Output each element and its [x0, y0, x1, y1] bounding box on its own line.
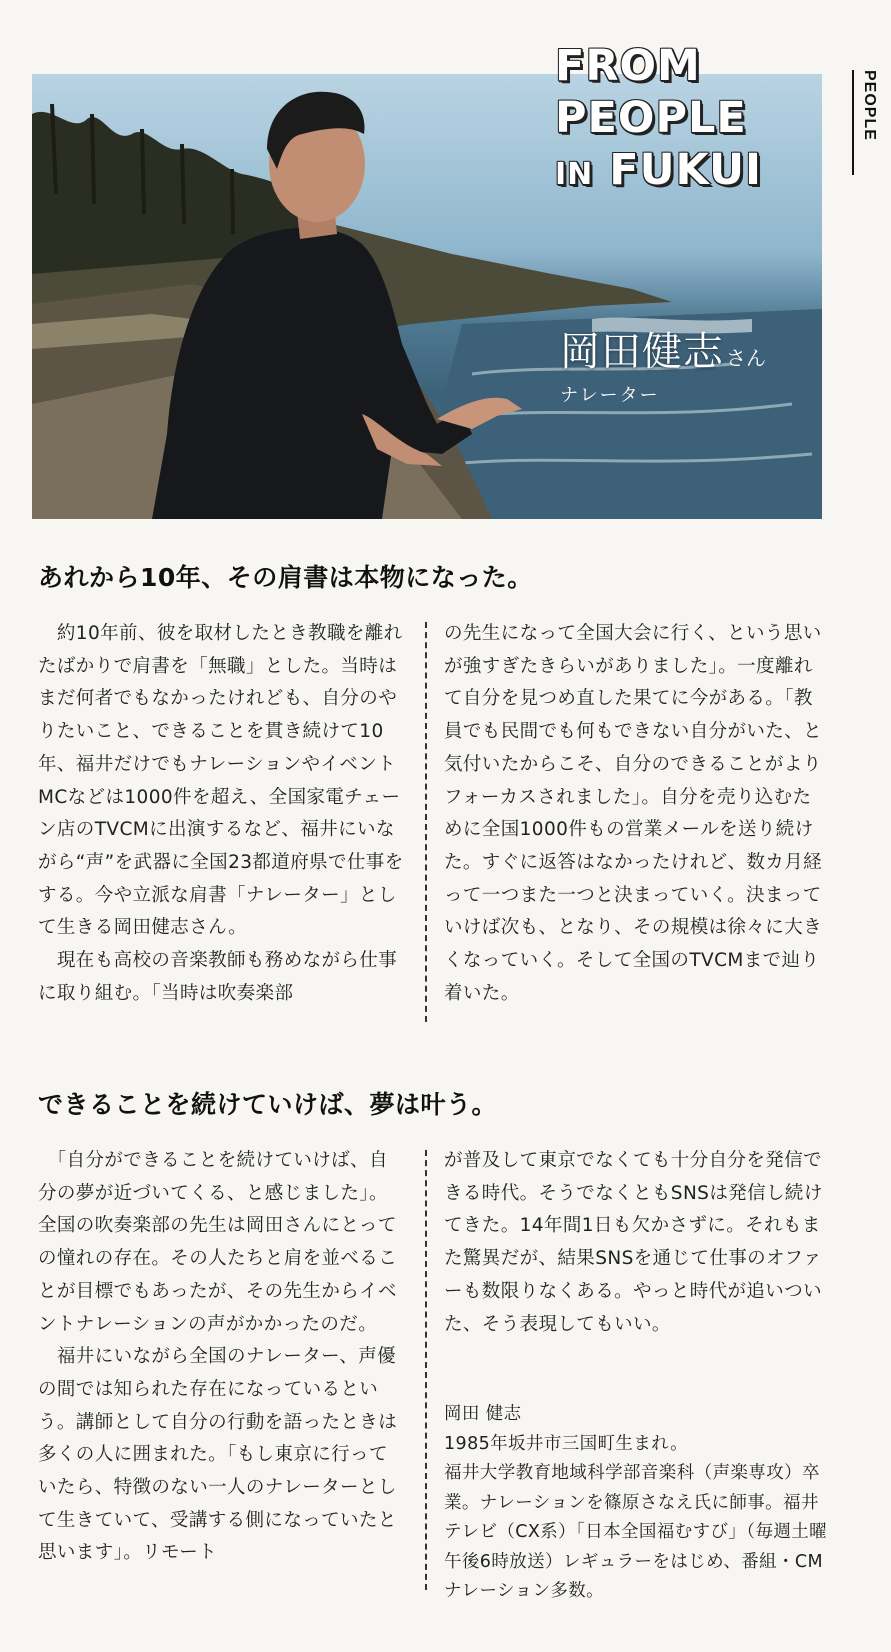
feature-title-line3: [555, 144, 815, 201]
section2-right-column: [444, 1145, 824, 1377]
section1-right-paragraph-1: の先生になって全国大会に行く、という思いが強すぎたきらいがありました」。一度離れて自分を見つめ直した果てに今がある。「教員でも民間でも何もできない自分がいた、と気付いたからこそ、自分のできることがよりフォーカスされました」。自分を売り込むために全国1000件もの営業メールを送り続けた。すぐに返答はなかったけれど、数カ月経って一つまた一つと決まっていく。決まっていけば次も、となり、その規模は徐々に大きくなっていく。そして全国のTVCMまで辿り着いた。: [444, 623, 823, 1004]
headline-2: できることを続けていけば、夢は叶う。: [38, 1090, 498, 1119]
headline-1: あれから10年、その肩書は本物になった。: [38, 563, 533, 592]
profile-bio: [444, 1400, 829, 1610]
column-divider-2: [425, 1150, 427, 1590]
feature-title: [555, 40, 815, 201]
person-role: ナレーター: [560, 385, 660, 406]
person-honorific: さん: [726, 346, 766, 370]
bio-career: 福井大学教育地域科学部音楽科（声楽専攻）卒業。ナレーションを篠原さなえ氏に師事。福井テレビ（CX系）「日本全国福むすび」（毎週土曜午後6時放送）レギュラーをはじめ、番組・CMナレーション多数。: [444, 1463, 828, 1601]
feature-title-line2: PEOPLE: [555, 93, 747, 143]
person-name: 岡田健志: [560, 329, 724, 375]
section1-left-paragraph-2: 現在も高校の音楽教師も務めながら仕事に取り組む。「当時は吹奏楽部: [38, 950, 398, 1004]
feature-title-in: IN: [555, 157, 594, 192]
section1-left-column: [38, 618, 406, 1030]
column-divider-1: [425, 622, 427, 1022]
section2-right-paragraph-1: が普及して東京でなくても十分自分を発信できる時代。そうでなくともSNSは発信し続けてきた。14年間1日も欠かさずに。それもまた驚異だが、結果SNSを通じて仕事のオファーも数限りなくある。やっと時代が追いついた、そう表現してもいい。: [444, 1150, 823, 1335]
person-name-block: [560, 320, 766, 407]
feature-title-line1: FROM: [555, 41, 701, 91]
section1-left-paragraph-1: 約10年前、彼を取材したとき教職を離れたばかりで肩書を「無職」とした。当時はまだ何者でもなかったけれども、自分のやりたいこと、できることを貫き続けて10年、福井だけでもナレーションやイベントMCなどは1000件を超え、全国家電チェーン店のTVCMに出演するなど、福井にいながら“声”を武器に全国23都道府県で仕事をする。今や立派な肩書「ナレーター」として生きる岡田健志さん。: [38, 623, 404, 939]
bio-name: 岡田 健志: [444, 1404, 522, 1424]
section-side-label: PEOPLE: [852, 70, 878, 175]
section2-left-column: [38, 1145, 406, 1591]
section1-right-column: [444, 618, 824, 1030]
section2-left-paragraph-2: 福井にいながら全国のナレーター、声優の間では知られた存在になっているという。講師として自分の行動を語ったときは多くの人に囲まれた。「もし東京に行っていたら、特徴のない一人のナレーターとして生きていて、受講する側になっていたと思います」。リモート: [38, 1346, 398, 1564]
section2-left-paragraph-1: 「自分ができることを続けていけば、自分の夢が近づいてくる、と感じました」。全国の吹奏楽部の先生は岡田さんにとっての憧れの存在。その人たちと肩を並べることが目標でもあったが、その先生からイベントナレーションの声がかかったのだ。: [38, 1150, 398, 1335]
bio-birth: 1985年坂井市三国町生まれ。: [444, 1433, 689, 1454]
feature-title-fukui: FUKUI: [609, 145, 763, 195]
